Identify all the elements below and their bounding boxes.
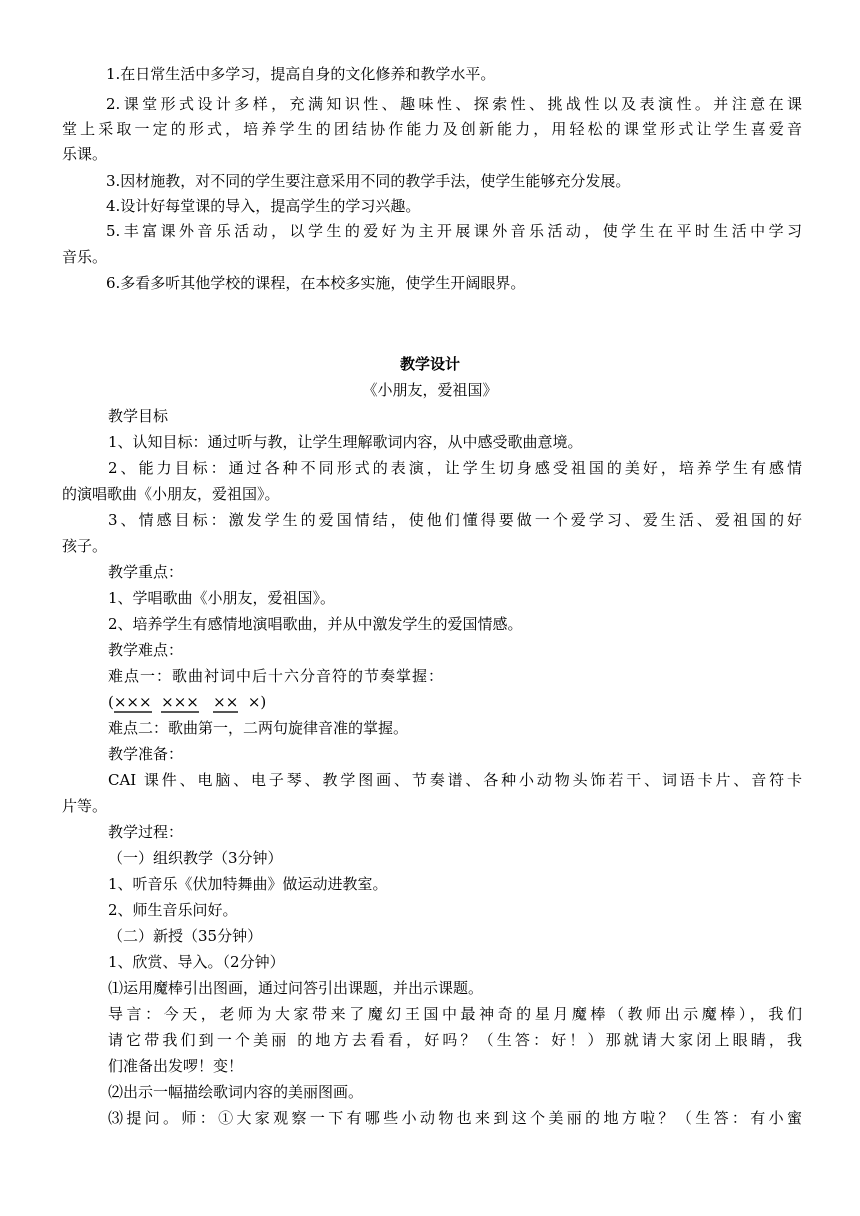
step-2-sub-2: ⑵出示一幅描绘歌词内容的美丽图画。 (108, 1083, 364, 1101)
improvement-item-3: 3.因材施教，对不同的学生要注意采用不同的教学手法，使学生能够充分发展。 (106, 172, 631, 190)
goal-2-line-2: 的演唱歌曲《小朋友，爱祖国》。 (62, 485, 280, 503)
improvement-item-1: 1.在日常生活中多学习，提高自身的文化修养和教学水平。 (106, 65, 496, 83)
goal-2-line-1: 2、能力目标：通过各种不同形式的表演，让学生切身感受祖国的美好，培养学生有感情 (108, 459, 802, 477)
key-point-1: 1、学唱歌曲《小朋友，爱祖国》。 (108, 589, 336, 607)
key-points-heading: 教学重点： (108, 563, 184, 581)
preparation-heading: 教学准备： (108, 745, 184, 763)
rhythm-open-paren: ( (108, 693, 114, 711)
rhythm-group-4: ×) (247, 693, 267, 711)
step-2-sub-1: ⑴运用魔棒引出图画，通过问答引出课题，并出示课题。 (108, 979, 484, 997)
intro-line-2: 请它带我们到一个美丽 的地方去看看，好吗？（生答：好！）那就请大家闭上眼睛，我 (108, 1031, 802, 1049)
goal-3-line-2: 孩子。 (62, 537, 108, 555)
difficulty-1: 难点一：歌曲衬词中后十六分音符的节奏掌握： (108, 667, 445, 685)
goals-heading: 教学目标 (108, 407, 169, 425)
goal-3-line-1: 3、情感目标：激发学生的爱国情结，使他们懂得要做一个爱学习、爱生活、爱祖国的好 (108, 511, 802, 529)
process-heading: 教学过程： (108, 823, 184, 841)
improvement-item-5-line-2: 音乐。 (62, 248, 108, 266)
preparation-line-2: 片等。 (62, 797, 108, 815)
step-1-heading: （一）组织教学（3分钟） (108, 849, 283, 867)
lesson-subtitle: 《小朋友，爱祖国》 (362, 381, 498, 399)
intro-line-3: 们准备出发啰！变！ (108, 1057, 244, 1075)
rhythm-group-3: ×× (213, 693, 239, 711)
rhythm-group-1: ××× (113, 693, 152, 711)
step-2-heading: （二）新授（35分钟） (108, 927, 263, 945)
goal-1: 1、认知目标：通过听与教，让学生理解歌词内容，从中感受歌曲意境。 (108, 433, 583, 451)
improvement-item-2-line-3: 乐课。 (62, 145, 108, 163)
step-1-item-1: 1、听音乐《伏加特舞曲》做运动进教室。 (108, 875, 388, 893)
improvement-item-4: 4.设计好每堂课的导入，提高学生的学习兴趣。 (106, 197, 421, 215)
improvement-item-5-line-1: 5.丰富课外音乐活动，以学生的爱好为主开展课外音乐活动，使学生在平时生活中学习 (106, 222, 802, 240)
section-title: 教学设计 (399, 355, 460, 373)
preparation-line-1: CAI 课件、电脑、电子琴、教学图画、节奏谱、各种小动物头饰若干、词语卡片、音符卡 (108, 771, 802, 789)
step-2-item-1: 1、欣赏、导入。（2分钟） (108, 953, 285, 971)
improvement-item-2-line-1: 2.课堂形式设计多样，充满知识性、趣味性、探索性、挑战性以及表演性。并注意在课 (106, 95, 802, 113)
improvement-item-6: 6.多看多听其他学校的课程，在本校多实施，使学生开阔眼界。 (106, 274, 526, 292)
difficulty-2: 难点二：歌曲第一，二两句旋律音准的掌握。 (108, 719, 409, 737)
difficulties-heading: 教学难点： (108, 641, 184, 659)
rhythm-notation (108, 690, 802, 714)
step-2-sub-3: ⑶提问。师：①大家观察一下有哪些小动物也来到这个美丽的地方啦？（生答：有小蜜 (108, 1109, 802, 1127)
improvement-item-2-line-2: 堂上采取一定的形式，培养学生的团结协作能力及创新能力，用轻松的课堂形式让学生喜爱音 (62, 120, 802, 138)
intro-line-1: 导言：今天，老师为大家带来了魔幻王国中最神奇的星月魔棒（教师出示魔棒），我们 (108, 1005, 802, 1023)
rhythm-group-2: ××× (161, 693, 199, 711)
key-point-2: 2、培养学生有感情地演唱歌曲，并从中激发学生的爱国情感。 (108, 615, 523, 633)
step-1-item-2: 2、师生音乐问好。 (108, 901, 238, 919)
